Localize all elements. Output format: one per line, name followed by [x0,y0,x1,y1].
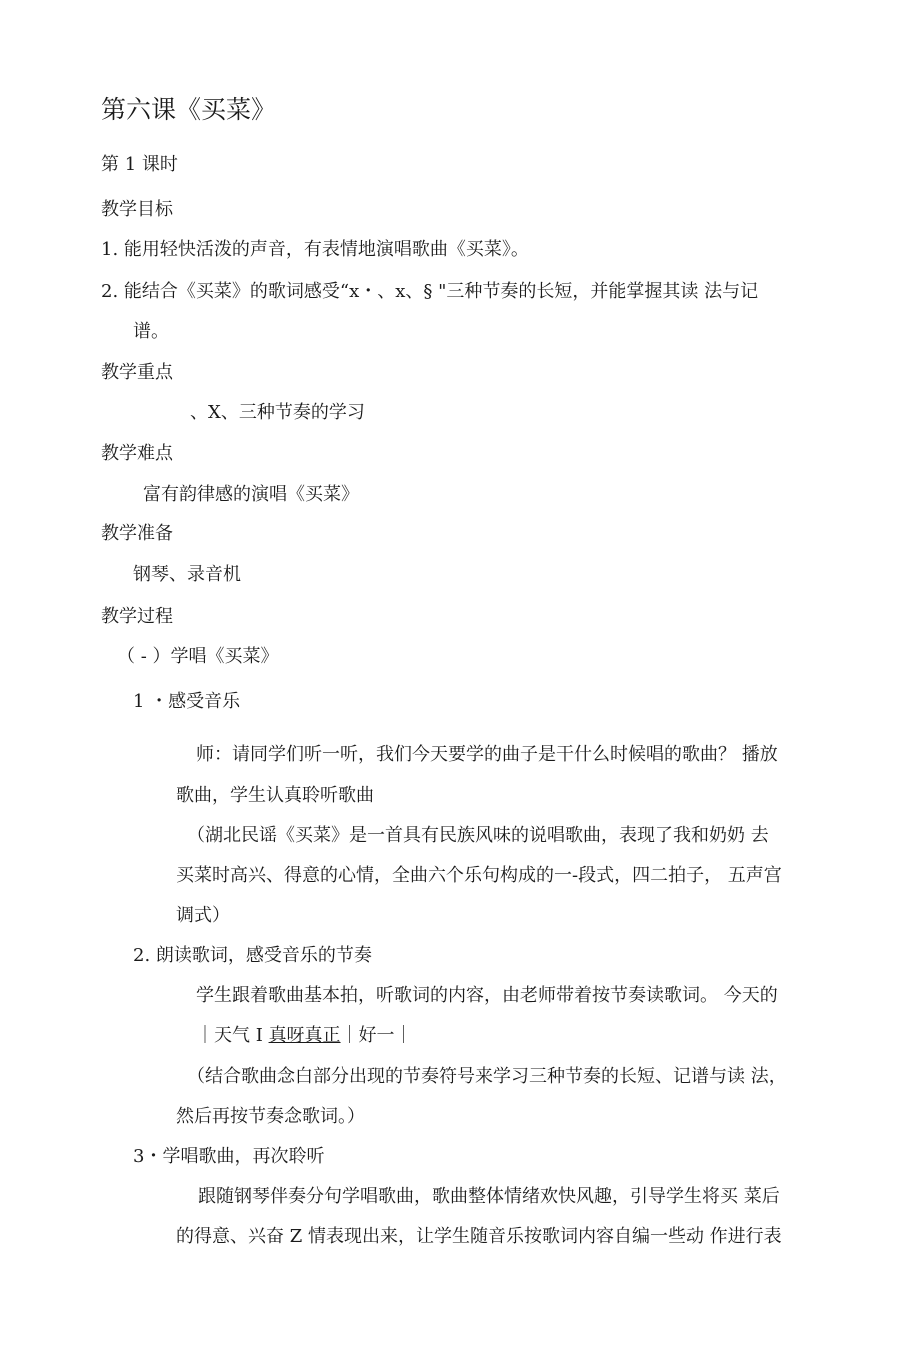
objectives-heading: 教学目标 [101,199,173,220]
process-heading: 教学过程 [101,606,173,627]
lesson-title: 第六课《买菜》 [101,95,277,124]
step-2-paragraph-2-line2: 然后再按节奏念歌词。） [176,1106,365,1127]
rhythm-part-c: ｜好一｜ [340,1025,413,1046]
lesson-period: 第 1 课时 [101,154,178,175]
objective-2-line1: 2. 能结合《买菜》的歌词感受“x・、x、§ "三种节奏的长短，并能掌握其读 法与记 [101,281,759,302]
step-2-paragraph-1: 学生跟着歌曲基本拍，听歌词的内容，由老师带着按节奏读歌词。 今天的 [196,985,778,1006]
prep-text: 钢琴、录音机 [133,564,241,585]
step-3-heading: 3・学唱歌曲，再次聆听 [133,1146,325,1167]
step-2-rhythm-line [196,1025,413,1047]
rhythm-part-a: ｜天气 I [196,1025,269,1046]
step-2-paragraph-2-line1: （结合歌曲念白部分出现的节奏符号来学习三种节奏的长短、记谱与读 法， [187,1066,787,1087]
keypoints-heading: 教学重点 [101,362,173,383]
step-1-heading: 1 ・感受音乐 [133,691,241,712]
keypoints-text: 、X、三种节奏的学习 [190,402,365,423]
difficulty-heading: 教学难点 [101,443,173,464]
step-2-heading: 2. 朗读歌词，感受音乐的节奏 [133,945,372,966]
objective-2-line2: 谱。 [133,321,169,342]
rhythm-part-underlined: 真呀真正 [268,1025,341,1046]
step-1-paragraph-2-line1: （湖北民谣《买菜》是一首具有民族风味的说唱歌曲，表现了我和奶奶 去 [187,825,769,846]
difficulty-text: 富有韵律感的演唱《买菜》 [143,484,359,505]
prep-heading: 教学准备 [101,523,173,544]
step-3-paragraph-line2: 的得意、兴奋 Z 情表现出来，让学生随音乐按歌词内容自编一些动 作进行表 [176,1226,782,1247]
objective-1: 1. 能用轻快活泼的声音，有表情地演唱歌曲《买菜》。 [101,239,529,260]
step-1-paragraph-2-line2: 买菜时高兴、得意的心情，全曲六个乐句构成的一-段式，四二拍子， 五声宫 [176,865,782,886]
step-3-paragraph-line1: 跟随钢琴伴奏分句学唱歌曲，歌曲整体情绪欢快风趣，引导学生将买 菜后 [198,1186,780,1207]
step-1-paragraph-1-line1: 师：请同学们听一听，我们今天要学的曲子是干什么时候唱的歌曲？ 播放 [196,744,778,765]
section-1-heading: （ - ）学唱《买菜》 [117,646,279,667]
step-1-paragraph-2-line3: 调式） [176,905,230,926]
step-1-paragraph-1-line2: 歌曲，学生认真聆听歌曲 [176,785,374,806]
